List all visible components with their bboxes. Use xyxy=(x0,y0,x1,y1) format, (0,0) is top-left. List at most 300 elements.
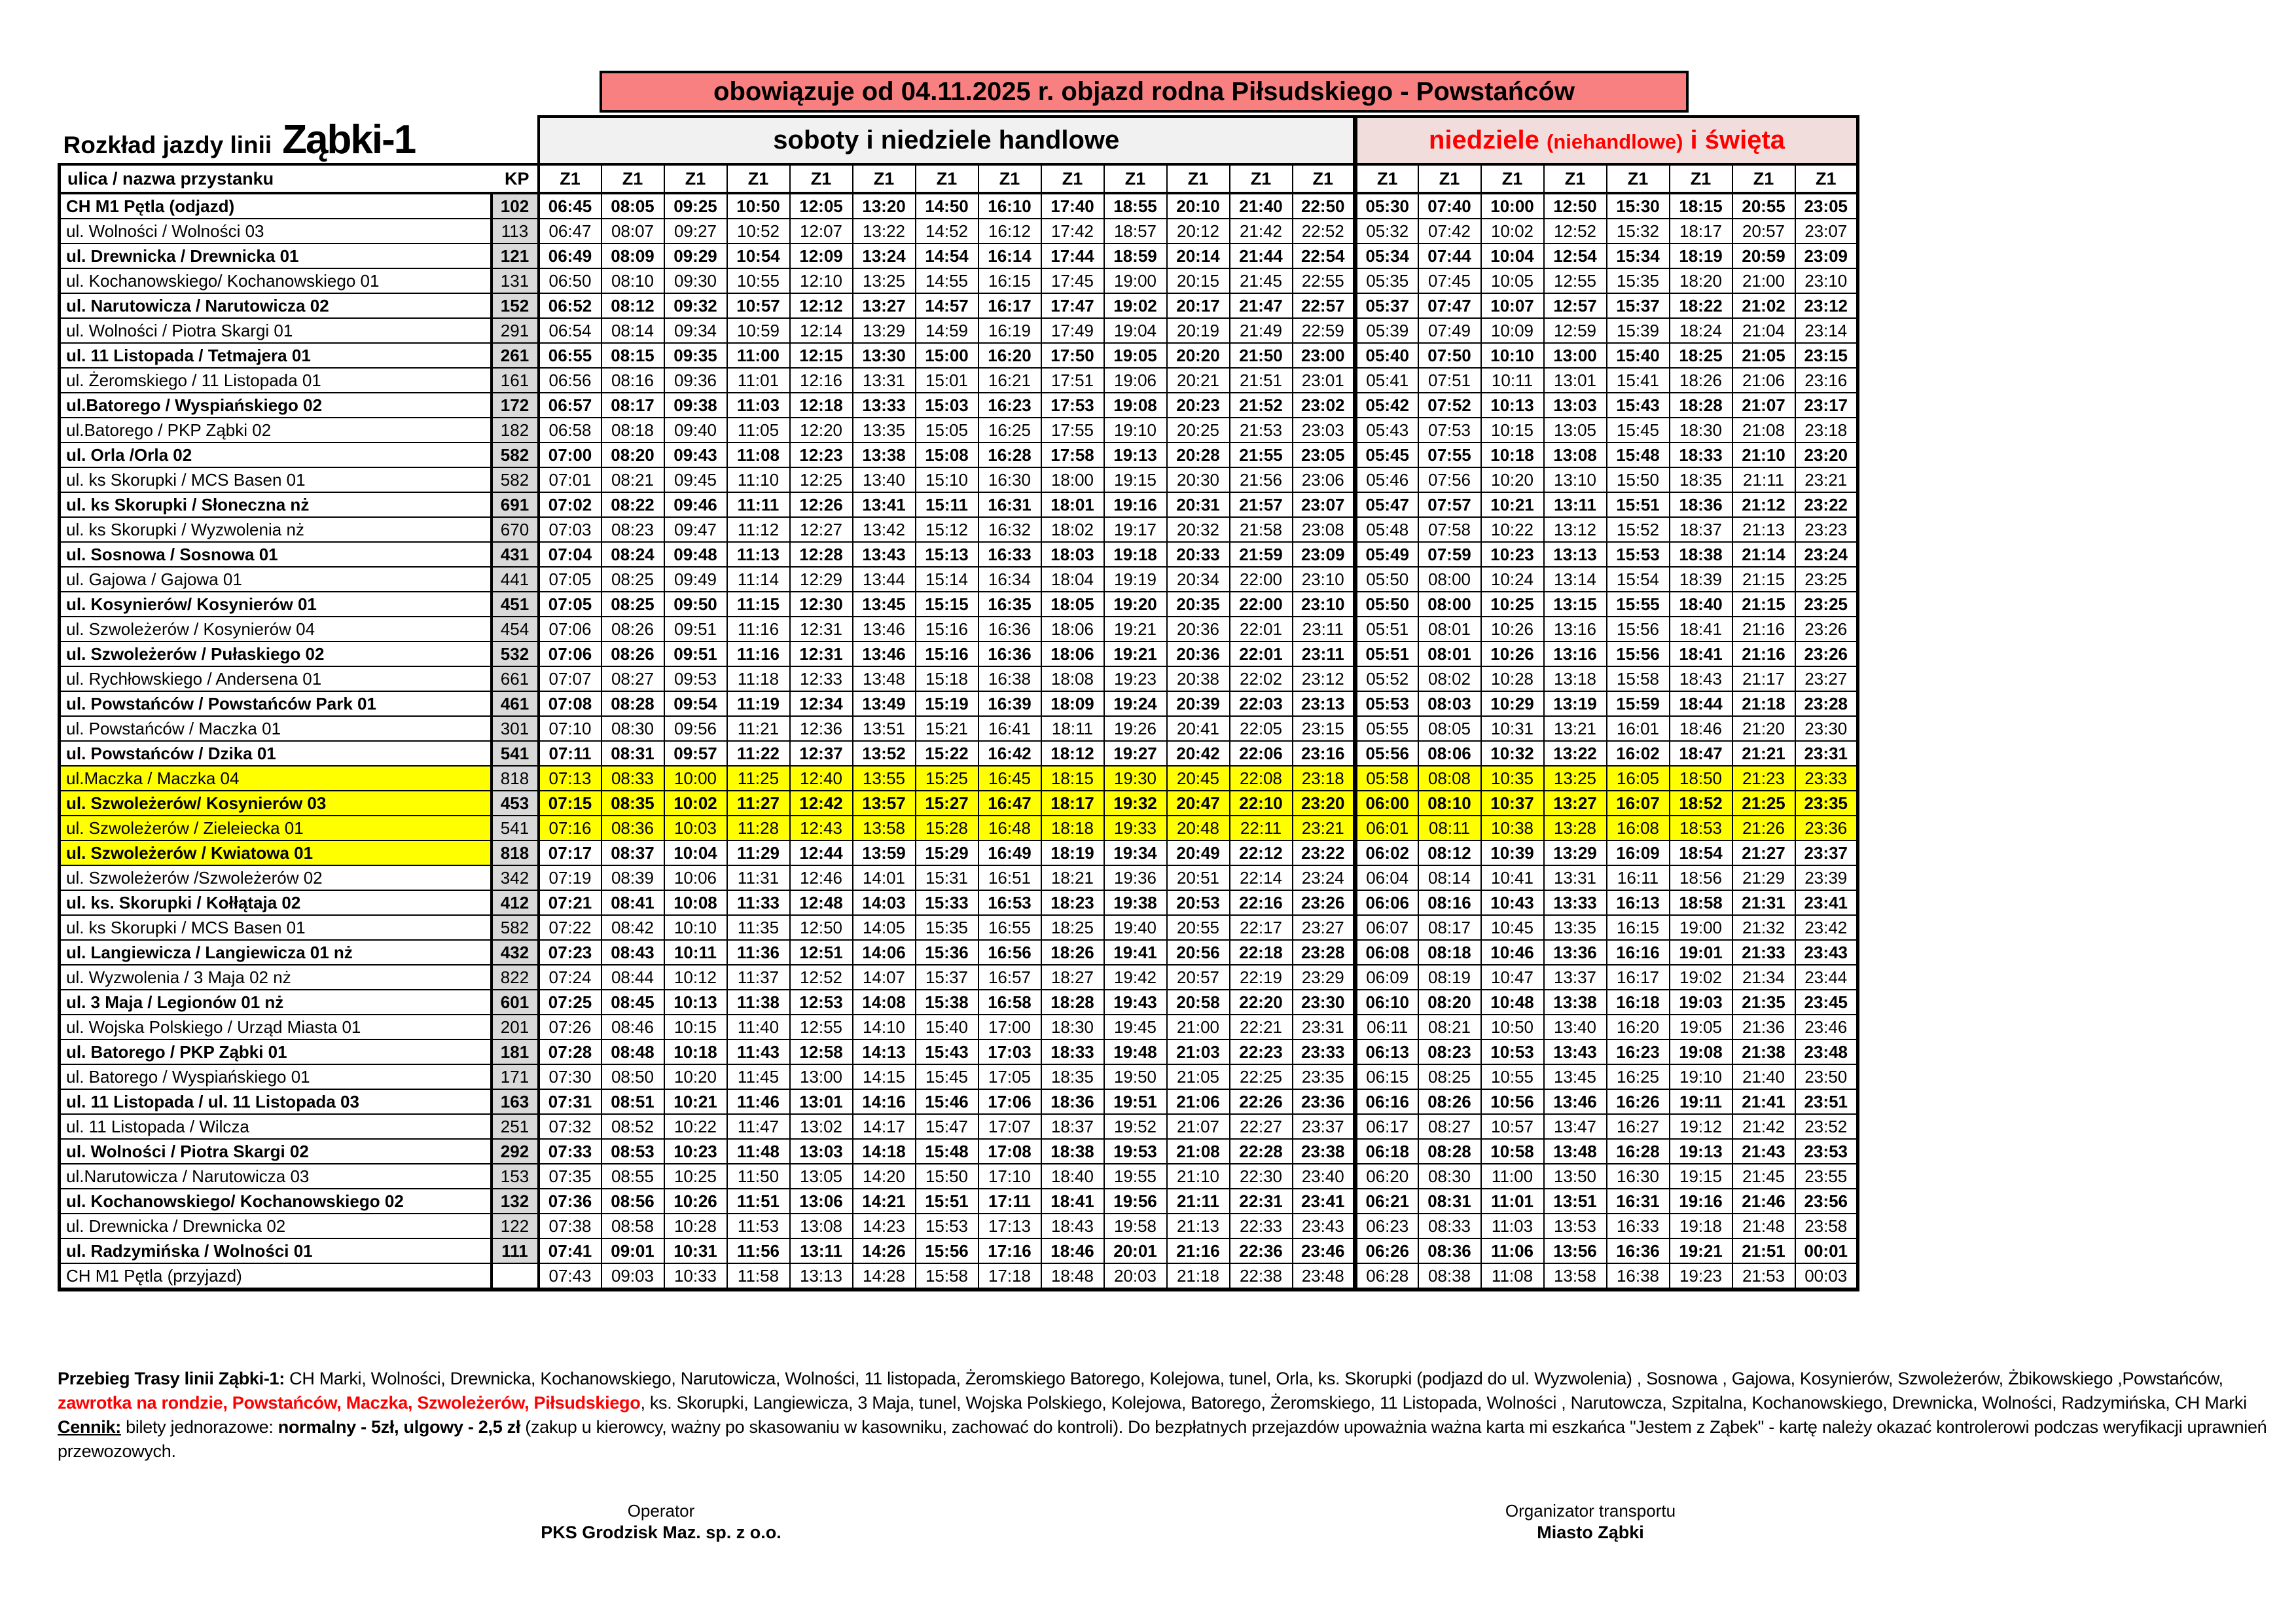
time-cell-sunday: 11:01 xyxy=(1481,1189,1544,1214)
time-cell-saturday: 12:31 xyxy=(790,641,853,666)
time-cell-saturday: 13:08 xyxy=(790,1214,853,1238)
organizer-name: Miasto Ząbki xyxy=(1537,1523,1644,1542)
time-cell-sunday: 23:52 xyxy=(1795,1114,1858,1139)
time-cell-saturday: 19:17 xyxy=(1104,517,1167,542)
time-cell-sunday: 21:15 xyxy=(1732,592,1795,617)
time-cell-sunday: 13:27 xyxy=(1544,791,1607,816)
time-cell-sunday: 10:57 xyxy=(1481,1114,1544,1139)
stop-name: ul. Langiewicza / Langiewicza 01 nż xyxy=(60,940,492,965)
time-cell-saturday: 20:47 xyxy=(1167,791,1230,816)
time-cell-saturday: 17:50 xyxy=(1041,343,1104,368)
time-cell-saturday: 22:17 xyxy=(1230,915,1293,940)
time-cell-sunday: 21:11 xyxy=(1732,467,1795,492)
time-cell-saturday: 19:15 xyxy=(1104,467,1167,492)
time-cell-sunday: 21:48 xyxy=(1732,1214,1795,1238)
time-cell-sunday: 05:35 xyxy=(1355,268,1418,293)
time-cell-saturday: 15:00 xyxy=(916,343,978,368)
time-cell-sunday: 21:26 xyxy=(1732,816,1795,840)
time-cell-saturday: 20:42 xyxy=(1167,741,1230,766)
time-cell-saturday: 14:16 xyxy=(853,1089,916,1114)
time-cell-saturday: 11:46 xyxy=(727,1089,790,1114)
time-cell-saturday: 19:24 xyxy=(1104,691,1167,716)
time-cell-sunday: 15:53 xyxy=(1607,542,1670,567)
time-cell-sunday: 10:47 xyxy=(1481,965,1544,990)
time-cell-saturday: 11:27 xyxy=(727,791,790,816)
time-cell-saturday: 21:00 xyxy=(1167,1015,1230,1039)
time-cell-saturday: 08:37 xyxy=(601,840,664,865)
time-cell-saturday: 09:40 xyxy=(664,418,727,442)
time-cell-saturday: 10:57 xyxy=(727,293,790,318)
time-cell-saturday: 17:42 xyxy=(1041,219,1104,244)
time-cell-sunday: 11:06 xyxy=(1481,1238,1544,1263)
time-cell-saturday: 07:05 xyxy=(539,567,601,592)
time-cell-saturday: 11:43 xyxy=(727,1039,790,1064)
time-cell-saturday: 15:16 xyxy=(916,617,978,641)
time-cell-saturday: 23:35 xyxy=(1293,1064,1355,1089)
time-cell-sunday: 15:45 xyxy=(1607,418,1670,442)
time-cell-saturday: 16:30 xyxy=(978,467,1041,492)
time-cell-saturday: 07:21 xyxy=(539,890,601,915)
time-cell-sunday: 08:00 xyxy=(1418,567,1481,592)
time-cell-saturday: 22:18 xyxy=(1230,940,1293,965)
time-cell-sunday: 16:26 xyxy=(1607,1089,1670,1114)
stop-row xyxy=(60,1189,1858,1214)
time-cell-sunday: 08:33 xyxy=(1418,1214,1481,1238)
stop-row xyxy=(60,368,1858,393)
time-cell-saturday: 21:56 xyxy=(1230,467,1293,492)
stop-name: ul. Kosynierów/ Kosynierów 01 xyxy=(60,592,492,617)
time-cell-saturday: 23:43 xyxy=(1293,1214,1355,1238)
time-cell-saturday: 14:13 xyxy=(853,1039,916,1064)
time-cell-saturday: 11:29 xyxy=(727,840,790,865)
time-cell-sunday: 18:19 xyxy=(1670,244,1732,268)
time-cell-saturday: 19:33 xyxy=(1104,816,1167,840)
kp-value: 582 xyxy=(492,915,539,940)
time-cell-sunday: 10:10 xyxy=(1481,343,1544,368)
time-cell-saturday: 19:21 xyxy=(1104,617,1167,641)
time-cell-sunday: 18:17 xyxy=(1670,219,1732,244)
time-cell-sunday: 19:15 xyxy=(1670,1164,1732,1189)
time-cell-saturday: 07:43 xyxy=(539,1263,601,1290)
zone-header: Z1 xyxy=(916,164,978,193)
time-cell-sunday: 08:10 xyxy=(1418,791,1481,816)
time-cell-saturday: 16:39 xyxy=(978,691,1041,716)
time-cell-sunday: 21:14 xyxy=(1732,542,1795,567)
stop-name: ul. 11 Listopada / ul. 11 Listopada 03 xyxy=(60,1089,492,1114)
time-cell-saturday: 16:28 xyxy=(978,442,1041,467)
time-cell-saturday: 16:53 xyxy=(978,890,1041,915)
time-cell-saturday: 18:59 xyxy=(1104,244,1167,268)
time-cell-sunday: 15:43 xyxy=(1607,393,1670,418)
time-cell-saturday: 18:36 xyxy=(1041,1089,1104,1114)
stop-column-header: ulica / nazwa przystanku xyxy=(67,168,274,189)
time-cell-saturday: 12:36 xyxy=(790,716,853,741)
time-cell-saturday: 08:48 xyxy=(601,1039,664,1064)
time-cell-saturday: 12:30 xyxy=(790,592,853,617)
time-cell-sunday: 23:20 xyxy=(1795,442,1858,467)
time-cell-sunday: 23:51 xyxy=(1795,1089,1858,1114)
zone-header: Z1 xyxy=(1355,164,1418,193)
time-cell-saturday: 23:02 xyxy=(1293,393,1355,418)
sunday-label-main: niedziele xyxy=(1428,126,1539,154)
time-cell-saturday: 14:08 xyxy=(853,990,916,1015)
time-cell-saturday: 07:07 xyxy=(539,666,601,691)
time-cell-saturday: 08:12 xyxy=(601,293,664,318)
time-cell-sunday: 15:58 xyxy=(1607,666,1670,691)
group-header-row xyxy=(60,117,1858,164)
time-cell-saturday: 10:26 xyxy=(664,1189,727,1214)
time-cell-sunday: 10:05 xyxy=(1481,268,1544,293)
time-cell-sunday: 21:45 xyxy=(1732,1164,1795,1189)
time-cell-sunday: 18:33 xyxy=(1670,442,1732,467)
time-cell-sunday: 16:17 xyxy=(1607,965,1670,990)
time-cell-saturday: 18:12 xyxy=(1041,741,1104,766)
time-cell-saturday: 18:46 xyxy=(1041,1238,1104,1263)
time-cell-sunday: 18:40 xyxy=(1670,592,1732,617)
kp-value: 451 xyxy=(492,592,539,617)
time-cell-sunday: 23:28 xyxy=(1795,691,1858,716)
time-cell-saturday: 16:48 xyxy=(978,816,1041,840)
time-cell-saturday: 14:20 xyxy=(853,1164,916,1189)
time-cell-saturday: 19:04 xyxy=(1104,318,1167,343)
time-cell-saturday: 16:10 xyxy=(978,193,1041,219)
time-cell-sunday: 06:23 xyxy=(1355,1214,1418,1238)
time-cell-saturday: 14:28 xyxy=(853,1263,916,1290)
time-cell-saturday: 18:37 xyxy=(1041,1114,1104,1139)
time-cell-sunday: 08:05 xyxy=(1418,716,1481,741)
time-cell-sunday: 21:42 xyxy=(1732,1114,1795,1139)
time-cell-sunday: 15:54 xyxy=(1607,567,1670,592)
time-cell-sunday: 10:46 xyxy=(1481,940,1544,965)
time-cell-saturday: 08:10 xyxy=(601,268,664,293)
time-cell-sunday: 13:31 xyxy=(1544,865,1607,890)
time-cell-saturday: 22:28 xyxy=(1230,1139,1293,1164)
time-cell-saturday: 19:18 xyxy=(1104,542,1167,567)
time-cell-saturday: 13:31 xyxy=(853,368,916,393)
time-cell-sunday: 07:40 xyxy=(1418,193,1481,219)
fare-label: Cennik: xyxy=(58,1417,121,1437)
time-cell-saturday: 19:43 xyxy=(1104,990,1167,1015)
kp-value: 342 xyxy=(492,865,539,890)
kp-value: 582 xyxy=(492,442,539,467)
time-cell-saturday: 22:10 xyxy=(1230,791,1293,816)
time-cell-saturday: 20:41 xyxy=(1167,716,1230,741)
stop-row xyxy=(60,1238,1858,1263)
time-cell-sunday: 16:30 xyxy=(1607,1164,1670,1189)
time-cell-saturday: 13:03 xyxy=(790,1139,853,1164)
time-cell-saturday: 08:14 xyxy=(601,318,664,343)
time-cell-saturday: 13:01 xyxy=(790,1089,853,1114)
time-cell-saturday: 22:59 xyxy=(1293,318,1355,343)
time-cell-saturday: 08:09 xyxy=(601,244,664,268)
time-cell-saturday: 12:52 xyxy=(790,965,853,990)
stop-row xyxy=(60,741,1858,766)
time-cell-saturday: 14:50 xyxy=(916,193,978,219)
time-cell-sunday: 06:11 xyxy=(1355,1015,1418,1039)
time-cell-sunday: 06:17 xyxy=(1355,1114,1418,1139)
time-cell-saturday: 15:38 xyxy=(916,990,978,1015)
time-cell-saturday: 22:36 xyxy=(1230,1238,1293,1263)
time-cell-saturday: 18:05 xyxy=(1041,592,1104,617)
time-cell-saturday: 15:50 xyxy=(916,1164,978,1189)
time-cell-sunday: 10:18 xyxy=(1481,442,1544,467)
time-cell-saturday: 13:00 xyxy=(790,1064,853,1089)
time-cell-sunday: 21:53 xyxy=(1732,1263,1795,1290)
time-cell-saturday: 10:25 xyxy=(664,1164,727,1189)
time-cell-sunday: 10:22 xyxy=(1481,517,1544,542)
time-cell-sunday: 16:38 xyxy=(1607,1263,1670,1290)
stop-name: ul. Szwoleżerów / Zieleiecka 01 xyxy=(60,816,492,840)
time-cell-saturday: 15:21 xyxy=(916,716,978,741)
time-cell-saturday: 11:47 xyxy=(727,1114,790,1139)
time-cell-sunday: 21:18 xyxy=(1732,691,1795,716)
stop-name: ul. Szwoleżerów/ Kosynierów 03 xyxy=(60,791,492,816)
time-cell-sunday: 12:59 xyxy=(1544,318,1607,343)
time-cell-saturday: 15:14 xyxy=(916,567,978,592)
time-cell-saturday: 17:45 xyxy=(1041,268,1104,293)
time-cell-saturday: 19:30 xyxy=(1104,766,1167,791)
time-cell-saturday: 18:23 xyxy=(1041,890,1104,915)
time-cell-saturday: 20:21 xyxy=(1167,368,1230,393)
stop-row xyxy=(60,1164,1858,1189)
time-cell-sunday: 10:11 xyxy=(1481,368,1544,393)
time-cell-saturday: 13:45 xyxy=(853,592,916,617)
time-cell-saturday: 23:07 xyxy=(1293,492,1355,517)
zone-header: Z1 xyxy=(1293,164,1355,193)
time-cell-saturday: 15:56 xyxy=(916,1238,978,1263)
time-cell-sunday: 16:11 xyxy=(1607,865,1670,890)
time-cell-sunday: 18:15 xyxy=(1670,193,1732,219)
time-cell-sunday: 21:21 xyxy=(1732,741,1795,766)
time-cell-sunday: 08:18 xyxy=(1418,940,1481,965)
time-cell-saturday: 08:26 xyxy=(601,617,664,641)
stop-name: ul.Maczka / Maczka 04 xyxy=(60,766,492,791)
time-cell-saturday: 07:13 xyxy=(539,766,601,791)
time-cell-saturday: 22:50 xyxy=(1293,193,1355,219)
time-cell-saturday: 09:51 xyxy=(664,641,727,666)
time-cell-sunday: 07:51 xyxy=(1418,368,1481,393)
time-cell-sunday: 16:33 xyxy=(1607,1214,1670,1238)
time-cell-sunday: 13:03 xyxy=(1544,393,1607,418)
fare-info xyxy=(58,1415,2283,1464)
time-cell-saturday: 10:33 xyxy=(664,1263,727,1290)
time-cell-sunday: 23:45 xyxy=(1795,990,1858,1015)
time-cell-sunday: 21:34 xyxy=(1732,965,1795,990)
zone-header: Z1 xyxy=(1104,164,1167,193)
time-cell-saturday: 11:37 xyxy=(727,965,790,990)
time-cell-saturday: 11:01 xyxy=(727,368,790,393)
time-cell-sunday: 23:55 xyxy=(1795,1164,1858,1189)
time-cell-sunday: 10:20 xyxy=(1481,467,1544,492)
time-cell-sunday: 07:55 xyxy=(1418,442,1481,467)
time-cell-saturday: 23:21 xyxy=(1293,816,1355,840)
time-cell-sunday: 18:58 xyxy=(1670,890,1732,915)
time-cell-sunday: 06:18 xyxy=(1355,1139,1418,1164)
time-cell-saturday: 11:05 xyxy=(727,418,790,442)
stop-row xyxy=(60,1263,1858,1290)
time-cell-saturday: 10:10 xyxy=(664,915,727,940)
time-cell-sunday: 15:41 xyxy=(1607,368,1670,393)
time-cell-saturday: 23:48 xyxy=(1293,1263,1355,1290)
time-cell-sunday: 13:19 xyxy=(1544,691,1607,716)
time-cell-saturday: 15:37 xyxy=(916,965,978,990)
time-cell-saturday: 16:38 xyxy=(978,666,1041,691)
time-cell-sunday: 08:20 xyxy=(1418,990,1481,1015)
stop-row xyxy=(60,492,1858,517)
time-cell-saturday: 16:25 xyxy=(978,418,1041,442)
time-cell-sunday: 21:36 xyxy=(1732,1015,1795,1039)
time-cell-saturday: 22:01 xyxy=(1230,617,1293,641)
time-cell-saturday: 18:40 xyxy=(1041,1164,1104,1189)
time-cell-saturday: 09:46 xyxy=(664,492,727,517)
time-cell-saturday: 22:00 xyxy=(1230,592,1293,617)
time-cell-saturday: 13:24 xyxy=(853,244,916,268)
time-cell-sunday: 13:11 xyxy=(1544,492,1607,517)
time-cell-sunday: 23:05 xyxy=(1795,193,1858,219)
time-cell-saturday: 20:55 xyxy=(1167,915,1230,940)
time-cell-sunday: 16:09 xyxy=(1607,840,1670,865)
time-cell-saturday: 21:13 xyxy=(1167,1214,1230,1238)
kp-value: 301 xyxy=(492,716,539,741)
time-cell-sunday: 05:49 xyxy=(1355,542,1418,567)
time-cell-saturday: 09:51 xyxy=(664,617,727,641)
time-cell-sunday: 19:10 xyxy=(1670,1064,1732,1089)
time-cell-sunday: 13:16 xyxy=(1544,617,1607,641)
time-cell-saturday: 23:24 xyxy=(1293,865,1355,890)
stop-name: ul. Kochanowskiego/ Kochanowskiego 02 xyxy=(60,1189,492,1214)
time-cell-sunday: 05:43 xyxy=(1355,418,1418,442)
time-cell-sunday: 21:00 xyxy=(1732,268,1795,293)
time-cell-saturday: 17:53 xyxy=(1041,393,1104,418)
time-cell-sunday: 13:14 xyxy=(1544,567,1607,592)
time-cell-sunday: 07:49 xyxy=(1418,318,1481,343)
time-cell-sunday: 23:42 xyxy=(1795,915,1858,940)
time-cell-saturday: 22:02 xyxy=(1230,666,1293,691)
time-cell-saturday: 12:50 xyxy=(790,915,853,940)
time-cell-saturday: 09:32 xyxy=(664,293,727,318)
timetable-table xyxy=(58,115,1859,1291)
zone-header: Z1 xyxy=(664,164,727,193)
time-cell-saturday: 23:13 xyxy=(1293,691,1355,716)
time-cell-sunday: 08:01 xyxy=(1418,641,1481,666)
time-cell-saturday: 19:51 xyxy=(1104,1089,1167,1114)
time-cell-saturday: 23:08 xyxy=(1293,517,1355,542)
time-cell-saturday: 18:17 xyxy=(1041,791,1104,816)
time-cell-sunday: 13:51 xyxy=(1544,1189,1607,1214)
time-cell-sunday: 18:24 xyxy=(1670,318,1732,343)
time-cell-sunday: 05:46 xyxy=(1355,467,1418,492)
time-cell-sunday: 16:02 xyxy=(1607,741,1670,766)
time-cell-saturday: 08:25 xyxy=(601,567,664,592)
time-cell-sunday: 05:50 xyxy=(1355,567,1418,592)
time-cell-sunday: 10:32 xyxy=(1481,741,1544,766)
time-cell-saturday: 21:45 xyxy=(1230,268,1293,293)
time-cell-saturday: 12:44 xyxy=(790,840,853,865)
time-cell-sunday: 21:15 xyxy=(1732,567,1795,592)
stop-row xyxy=(60,617,1858,641)
time-cell-sunday: 08:27 xyxy=(1418,1114,1481,1139)
time-cell-sunday: 10:53 xyxy=(1481,1039,1544,1064)
time-cell-sunday: 06:26 xyxy=(1355,1238,1418,1263)
time-cell-sunday: 21:16 xyxy=(1732,617,1795,641)
time-cell-sunday: 05:32 xyxy=(1355,219,1418,244)
kp-value: 453 xyxy=(492,791,539,816)
operator-block xyxy=(458,1500,864,1543)
time-cell-saturday: 13:49 xyxy=(853,691,916,716)
time-cell-sunday: 16:07 xyxy=(1607,791,1670,816)
time-cell-saturday: 11:25 xyxy=(727,766,790,791)
kp-value: 153 xyxy=(492,1164,539,1189)
time-cell-saturday: 06:56 xyxy=(539,368,601,393)
time-cell-sunday: 13:05 xyxy=(1544,418,1607,442)
time-cell-saturday: 19:52 xyxy=(1104,1114,1167,1139)
time-cell-saturday: 11:36 xyxy=(727,940,790,965)
zone-header: Z1 xyxy=(1481,164,1544,193)
time-cell-saturday: 08:50 xyxy=(601,1064,664,1089)
kp-value: 582 xyxy=(492,467,539,492)
time-cell-saturday: 14:17 xyxy=(853,1114,916,1139)
time-cell-saturday: 13:57 xyxy=(853,791,916,816)
time-cell-saturday: 11:45 xyxy=(727,1064,790,1089)
time-cell-saturday: 20:36 xyxy=(1167,641,1230,666)
time-cell-sunday: 06:01 xyxy=(1355,816,1418,840)
time-cell-sunday: 21:51 xyxy=(1732,1238,1795,1263)
stop-kp-header xyxy=(60,164,539,193)
time-cell-saturday: 07:35 xyxy=(539,1164,601,1189)
stop-name: ul. Narutowicza / Narutowicza 02 xyxy=(60,293,492,318)
time-cell-sunday: 18:20 xyxy=(1670,268,1732,293)
time-cell-sunday: 15:34 xyxy=(1607,244,1670,268)
time-cell-sunday: 13:48 xyxy=(1544,1139,1607,1164)
kp-value: 182 xyxy=(492,418,539,442)
time-cell-saturday: 12:43 xyxy=(790,816,853,840)
time-cell-saturday: 20:10 xyxy=(1167,193,1230,219)
time-cell-saturday: 22:25 xyxy=(1230,1064,1293,1089)
time-cell-saturday: 22:20 xyxy=(1230,990,1293,1015)
time-cell-saturday: 09:49 xyxy=(664,567,727,592)
stop-row xyxy=(60,1114,1858,1139)
time-cell-saturday: 10:55 xyxy=(727,268,790,293)
time-cell-saturday: 07:03 xyxy=(539,517,601,542)
time-cell-saturday: 08:16 xyxy=(601,368,664,393)
time-cell-sunday: 11:03 xyxy=(1481,1214,1544,1238)
time-cell-saturday: 22:54 xyxy=(1293,244,1355,268)
time-cell-sunday: 13:43 xyxy=(1544,1039,1607,1064)
time-cell-saturday: 20:49 xyxy=(1167,840,1230,865)
fare-segment-2: (zakup u kierowcy, ważny po skasowaniu w kasowniku, zachować do kontroli). Do bezpłatnych przejazdów upoważnia ważna karta mi eszkańca "Jestem z Ząbek" - kartę należy okazać kontrolerowi podczas weryfikacji uprawnień przewozowych. xyxy=(58,1417,2267,1461)
time-cell-sunday: 13:38 xyxy=(1544,990,1607,1015)
time-cell-saturday: 22:38 xyxy=(1230,1263,1293,1290)
time-cell-saturday: 15:36 xyxy=(916,940,978,965)
stop-name: ul. 11 Listopada / Wilcza xyxy=(60,1114,492,1139)
time-cell-saturday: 22:01 xyxy=(1230,641,1293,666)
time-cell-sunday: 19:00 xyxy=(1670,915,1732,940)
time-cell-saturday: 15:29 xyxy=(916,840,978,865)
time-cell-sunday: 10:38 xyxy=(1481,816,1544,840)
time-cell-saturday: 18:11 xyxy=(1041,716,1104,741)
kp-value: 163 xyxy=(492,1089,539,1114)
time-cell-saturday: 13:22 xyxy=(853,219,916,244)
zone-header: Z1 xyxy=(1418,164,1481,193)
time-cell-sunday: 05:40 xyxy=(1355,343,1418,368)
stop-name: ul. ks Skorupki / MCS Basen 01 xyxy=(60,915,492,940)
time-cell-sunday: 23:53 xyxy=(1795,1139,1858,1164)
time-cell-saturday: 15:35 xyxy=(916,915,978,940)
time-cell-saturday: 11:53 xyxy=(727,1214,790,1238)
time-cell-sunday: 15:52 xyxy=(1607,517,1670,542)
time-cell-saturday: 23:30 xyxy=(1293,990,1355,1015)
time-cell-sunday: 08:30 xyxy=(1418,1164,1481,1189)
